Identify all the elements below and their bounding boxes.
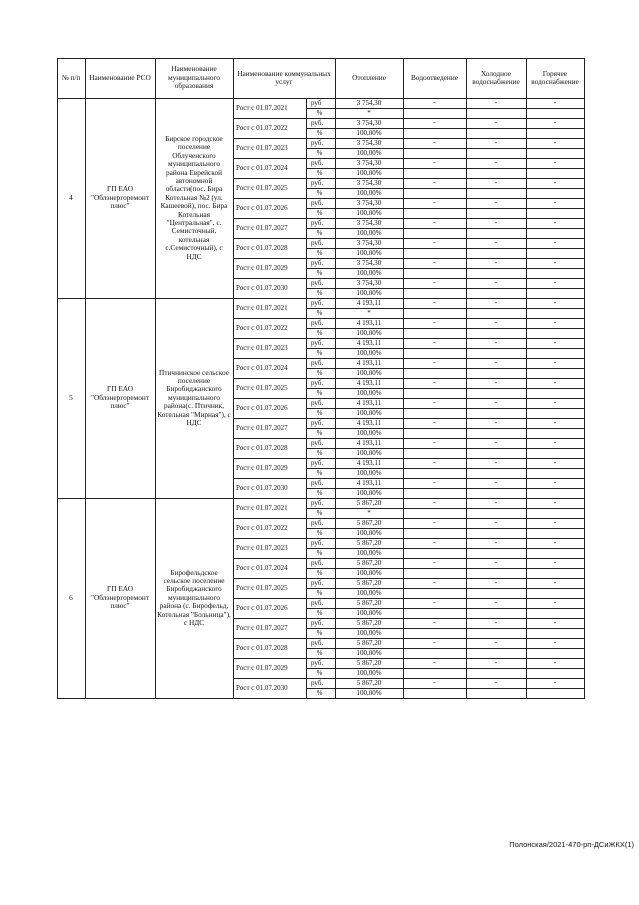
header-drainage: Водоотведение: [411, 72, 458, 82]
heating-tariff-rub: 3 754,30: [356, 238, 382, 247]
empty-value-dash: -: [494, 238, 498, 248]
header-heating: Отопление: [352, 72, 386, 82]
heating-tariff-rub: 4 193,11: [356, 478, 382, 487]
growth-period-label: Рост с 01.07.2026: [236, 403, 288, 412]
unit-percent: %: [316, 508, 323, 517]
empty-value-dash: -: [494, 338, 498, 348]
unit-percent: %: [316, 388, 323, 397]
empty-value-dash: -: [433, 358, 436, 368]
empty-value-dash: -: [553, 618, 557, 628]
empty-value-dash: -: [553, 398, 557, 408]
header-no: № п/п: [61, 72, 81, 82]
empty-value-dash: -: [553, 358, 557, 368]
empty-value-dash: -: [553, 238, 557, 248]
unit-rub: руб.: [311, 418, 324, 427]
unit-percent: %: [316, 248, 323, 257]
empty-value-dash: -: [553, 138, 557, 148]
empty-value-dash: -: [494, 318, 498, 328]
empty-value-dash: -: [494, 398, 498, 408]
empty-value-dash: -: [553, 118, 557, 128]
growth-period-label: Рост с 01.07.2026: [236, 603, 288, 612]
empty-value-dash: -: [433, 578, 436, 588]
empty-value-dash: -: [433, 218, 436, 228]
unit-percent: %: [316, 188, 323, 197]
empty-value-dash: -: [494, 678, 498, 688]
heating-tariff-rub: 4 193,11: [356, 418, 382, 427]
heating-tariff-percent: 100,00%: [356, 608, 382, 617]
empty-value-dash: -: [494, 478, 498, 488]
growth-period-label: Рост с 01.07.2023: [236, 343, 288, 352]
empty-value-dash: -: [433, 598, 436, 608]
heating-tariff-rub: 3 754,30: [356, 258, 382, 267]
heating-tariff-rub: 5 867,20: [356, 678, 382, 687]
empty-value-dash: -: [553, 678, 557, 688]
heating-tariff-percent: 100,00%: [356, 268, 382, 277]
empty-value-dash: -: [433, 618, 436, 628]
empty-value-dash: -: [494, 358, 498, 368]
growth-period-label: Рост с 01.07.2021: [236, 303, 288, 312]
unit-percent: %: [316, 168, 323, 177]
empty-value-dash: -: [433, 538, 436, 548]
empty-value-dash: -: [553, 638, 557, 648]
empty-value-dash: -: [433, 518, 436, 528]
heating-tariff-rub: 5 867,20: [356, 638, 382, 647]
heating-tariff-percent: 100,00%: [356, 328, 382, 337]
empty-value-dash: -: [433, 98, 436, 108]
empty-value-dash: -: [433, 338, 436, 348]
empty-value-dash: -: [553, 478, 557, 488]
heating-tariff-percent: 100,00%: [356, 448, 382, 457]
empty-value-dash: -: [494, 658, 498, 668]
heating-tariff-rub: 3 754,30: [356, 158, 382, 167]
empty-value-dash: -: [553, 658, 557, 668]
growth-period-label: Рост с 01.07.2025: [236, 383, 288, 392]
empty-value-dash: -: [433, 678, 436, 688]
empty-value-dash: -: [553, 458, 557, 468]
empty-value-dash: -: [433, 198, 436, 208]
empty-value-dash: -: [553, 438, 557, 448]
unit-rub: руб.: [311, 318, 324, 327]
heating-tariff-percent: 100,00%: [356, 468, 382, 477]
document-reference: Полонская/2021-470-рп-ДСиЖКХ(1): [509, 840, 634, 849]
growth-period-label: Рост с 01.07.2025: [236, 583, 288, 592]
row-number: 6: [69, 592, 73, 602]
unit-rub: руб.: [311, 438, 324, 447]
unit-rub: руб.: [311, 138, 324, 147]
heating-tariff-percent: 100,00%: [356, 528, 382, 537]
growth-period-label: Рост с 01.07.2027: [236, 623, 288, 632]
unit-percent: %: [316, 528, 323, 537]
empty-value-dash: -: [494, 498, 498, 508]
growth-period-label: Рост с 01.07.2027: [236, 423, 288, 432]
heating-tariff-rub: 3 754,30: [356, 138, 382, 147]
empty-value-dash: -: [433, 418, 436, 428]
empty-value-dash: -: [494, 178, 498, 188]
unit-rub: руб.: [311, 478, 324, 487]
unit-rub: руб.: [311, 298, 324, 307]
growth-period-label: Рост с 01.07.2023: [236, 143, 288, 152]
heating-tariff-percent: 100,00%: [356, 648, 382, 657]
unit-rub: руб.: [311, 338, 324, 347]
heating-tariff-percent: 100,00%: [356, 368, 382, 377]
heating-tariff-percent: 100,00%: [356, 288, 382, 297]
empty-value-dash: -: [553, 298, 557, 308]
empty-value-dash: -: [553, 518, 557, 528]
heating-tariff-rub: 3 754,30: [356, 218, 382, 227]
heating-tariff-rub: 5 867,20: [356, 658, 382, 667]
growth-period-label: Рост с 01.07.2030: [236, 683, 288, 692]
heating-tariff-percent: 100,00%: [356, 348, 382, 357]
unit-percent: %: [316, 328, 323, 337]
growth-period-label: Рост с 01.07.2026: [236, 203, 288, 212]
growth-period-label: Рост с 01.07.2021: [236, 503, 288, 512]
empty-value-dash: -: [553, 198, 557, 208]
unit-percent: %: [316, 668, 323, 677]
growth-period-label: Рост с 01.07.2029: [236, 463, 288, 472]
unit-percent: %: [316, 548, 323, 557]
unit-percent: %: [316, 568, 323, 577]
growth-period-label: Рост с 01.07.2030: [236, 283, 288, 292]
empty-value-dash: -: [494, 158, 498, 168]
empty-value-dash: -: [494, 458, 498, 468]
growth-period-label: Рост с 01.07.2024: [236, 163, 288, 172]
empty-value-dash: -: [433, 438, 436, 448]
unit-percent: %: [316, 108, 323, 117]
unit-rub: руб.: [311, 278, 324, 287]
heating-tariff-rub: 5 867,20: [356, 598, 382, 607]
growth-period-label: Рост с 01.07.2028: [236, 443, 288, 452]
empty-value-dash: -: [494, 278, 498, 288]
unit-percent: %: [316, 688, 323, 697]
municipality-name: Птичнинское сельское поселение Биробиджанского муниципального района(с. Птичник, Котельная "Мирная"), с НДС: [157, 367, 231, 427]
growth-period-label: Рост с 01.07.2027: [236, 223, 288, 232]
rso-name: ГП ЕАО "Облэнергоремонт плюс": [90, 384, 150, 411]
heating-tariff-percent: *: [367, 308, 371, 317]
heating-tariff-rub: 4 193,11: [356, 298, 382, 307]
heating-tariff-rub: 4 193,11: [356, 438, 382, 447]
municipality-name: Бирофельдское сельское поселение Биробиджанского муниципального района (с. Бирофельд, Котельная "Больница"), с НДС: [157, 567, 231, 627]
unit-rub: руб.: [311, 678, 324, 687]
unit-percent: %: [316, 648, 323, 657]
heating-tariff-percent: 100,00%: [356, 128, 382, 137]
unit-percent: %: [316, 488, 323, 497]
empty-value-dash: -: [433, 158, 436, 168]
empty-value-dash: -: [494, 218, 498, 228]
unit-percent: %: [316, 588, 323, 597]
empty-value-dash: -: [433, 658, 436, 668]
heating-tariff-percent: 100,00%: [356, 688, 382, 697]
empty-value-dash: -: [433, 398, 436, 408]
empty-value-dash: -: [433, 238, 436, 248]
empty-value-dash: -: [433, 638, 436, 648]
rso-name: ГП ЕАО "Облэнергоремонт плюс": [90, 584, 150, 611]
unit-percent: %: [316, 288, 323, 297]
rso-name: ГП ЕАО "Облэнергоремонт плюс": [90, 184, 150, 211]
unit-percent: %: [316, 468, 323, 477]
growth-period-label: Рост с 01.07.2025: [236, 183, 288, 192]
empty-value-dash: -: [494, 138, 498, 148]
empty-value-dash: -: [553, 158, 557, 168]
growth-period-label: Рост с 01.07.2022: [236, 123, 288, 132]
grid-line: [57, 58, 585, 59]
growth-period-label: Рост с 01.07.2028: [236, 643, 288, 652]
heating-tariff-percent: 100,00%: [356, 628, 382, 637]
empty-value-dash: -: [494, 298, 498, 308]
header-service: Наименование коммунальных услуг: [237, 68, 331, 86]
empty-value-dash: -: [553, 418, 557, 428]
heating-tariff-rub: 4 193,11: [356, 358, 382, 367]
unit-percent: %: [316, 368, 323, 377]
unit-rub: руб.: [311, 178, 324, 187]
heating-tariff-percent: 100,00%: [356, 568, 382, 577]
empty-value-dash: -: [553, 218, 557, 228]
heating-tariff-percent: 100,00%: [356, 388, 382, 397]
heating-tariff-percent: 100,00%: [356, 148, 382, 157]
growth-period-label: Рост с 01.07.2024: [236, 563, 288, 572]
unit-rub: руб.: [311, 118, 324, 127]
heating-tariff-percent: 100,00%: [356, 188, 382, 197]
growth-period-label: Рост с 01.07.2029: [236, 263, 288, 272]
unit-rub: руб.: [311, 238, 324, 247]
empty-value-dash: -: [433, 178, 436, 188]
empty-value-dash: -: [553, 338, 557, 348]
empty-value-dash: -: [433, 278, 436, 288]
empty-value-dash: -: [433, 378, 436, 388]
unit-rub: руб.: [311, 558, 324, 567]
unit-percent: %: [316, 608, 323, 617]
header-cold-water: Холодное водоснабжение: [472, 68, 520, 86]
growth-period-label: Рост с 01.07.2028: [236, 243, 288, 252]
empty-value-dash: -: [433, 558, 436, 568]
unit-rub: руб.: [311, 498, 324, 507]
header-hot-water: Горячее водоснабжение: [531, 68, 579, 86]
unit-percent: %: [316, 448, 323, 457]
heating-tariff-rub: 5 867,20: [356, 558, 382, 567]
unit-rub: руб.: [311, 258, 324, 267]
growth-period-label: Рост с 01.07.2021: [236, 103, 288, 112]
empty-value-dash: -: [433, 458, 436, 468]
unit-percent: %: [316, 628, 323, 637]
heating-tariff-percent: 100,00%: [356, 228, 382, 237]
heating-tariff-rub: 5 867,20: [356, 498, 382, 507]
unit-percent: %: [316, 208, 323, 217]
growth-period-label: Рост с 01.07.2022: [236, 323, 288, 332]
heating-tariff-rub: 4 193,11: [356, 378, 382, 387]
unit-rub: руб.: [311, 218, 324, 227]
unit-percent: %: [316, 148, 323, 157]
row-number: 5: [69, 392, 73, 402]
unit-rub: руб: [311, 98, 322, 107]
unit-rub: руб.: [311, 358, 324, 367]
grid-line: [57, 698, 585, 699]
heating-tariff-rub: 5 867,20: [356, 518, 382, 527]
heating-tariff-percent: 100,00%: [356, 548, 382, 557]
row-number: 4: [69, 192, 73, 202]
empty-value-dash: -: [433, 478, 436, 488]
growth-period-label: Рост с 01.07.2023: [236, 543, 288, 552]
empty-value-dash: -: [553, 178, 557, 188]
empty-value-dash: -: [433, 258, 436, 268]
unit-rub: руб.: [311, 638, 324, 647]
unit-percent: %: [316, 428, 323, 437]
empty-value-dash: -: [553, 318, 557, 328]
heating-tariff-rub: 3 754,30: [356, 178, 382, 187]
unit-rub: руб.: [311, 398, 324, 407]
unit-rub: руб.: [311, 538, 324, 547]
unit-rub: руб.: [311, 658, 324, 667]
unit-rub: руб.: [311, 618, 324, 627]
heating-tariff-percent: *: [367, 508, 371, 517]
unit-rub: руб.: [311, 578, 324, 587]
heating-tariff-rub: 3 754,30: [356, 278, 382, 287]
heating-tariff-rub: 3 754,30: [356, 98, 382, 107]
heating-tariff-rub: 5 867,20: [356, 538, 382, 547]
unit-percent: %: [316, 228, 323, 237]
empty-value-dash: -: [553, 498, 557, 508]
empty-value-dash: -: [494, 558, 498, 568]
heating-tariff-percent: 100,00%: [356, 248, 382, 257]
empty-value-dash: -: [494, 258, 498, 268]
empty-value-dash: -: [494, 638, 498, 648]
empty-value-dash: -: [553, 598, 557, 608]
empty-value-dash: -: [494, 438, 498, 448]
empty-value-dash: -: [553, 98, 557, 108]
heating-tariff-percent: 100,00%: [356, 408, 382, 417]
empty-value-dash: -: [494, 198, 498, 208]
empty-value-dash: -: [494, 578, 498, 588]
growth-period-label: Рост с 01.07.2030: [236, 483, 288, 492]
heating-tariff-rub: 3 754,30: [356, 198, 382, 207]
heating-tariff-rub: 4 193,11: [356, 338, 382, 347]
heating-tariff-rub: 3 754,30: [356, 118, 382, 127]
heating-tariff-rub: 4 193,11: [356, 458, 382, 467]
empty-value-dash: -: [494, 118, 498, 128]
heating-tariff-percent: 100,00%: [356, 588, 382, 597]
unit-rub: руб.: [311, 198, 324, 207]
heating-tariff-percent: 100,00%: [356, 428, 382, 437]
empty-value-dash: -: [494, 518, 498, 528]
header-municipality: Наименование муниципального образования: [167, 64, 221, 91]
unit-rub: руб.: [311, 158, 324, 167]
unit-percent: %: [316, 128, 323, 137]
heating-tariff-percent: 100,00%: [356, 168, 382, 177]
empty-value-dash: -: [553, 278, 557, 288]
heating-tariff-rub: 4 193,11: [356, 318, 382, 327]
municipality-name: Бирское городское поселение Облученского муниципального района Еврейской автономной области(пос. Бира Котельная №2 (ул. Кашеевой), пос. Бира Котельная "Центральная", с. Семисточный, котельная с.Семисточный), с НДС: [160, 134, 228, 261]
heating-tariff-rub: 5 867,20: [356, 578, 382, 587]
heating-tariff-percent: 100,00%: [356, 208, 382, 217]
empty-value-dash: -: [494, 418, 498, 428]
unit-percent: %: [316, 348, 323, 357]
empty-value-dash: -: [433, 318, 436, 328]
growth-period-label: Рост с 01.07.2022: [236, 523, 288, 532]
empty-value-dash: -: [494, 98, 498, 108]
empty-value-dash: -: [553, 538, 557, 548]
growth-period-label: Рост с 01.07.2029: [236, 663, 288, 672]
growth-period-label: Рост с 01.07.2024: [236, 363, 288, 372]
unit-percent: %: [316, 268, 323, 277]
empty-value-dash: -: [494, 598, 498, 608]
unit-rub: руб.: [311, 458, 324, 467]
empty-value-dash: -: [553, 578, 557, 588]
header-rso: Наименование РСО: [89, 72, 151, 82]
heating-tariff-percent: 100,00%: [356, 668, 382, 677]
heating-tariff-rub: 4 193,11: [356, 398, 382, 407]
heating-tariff-percent: *: [367, 108, 371, 117]
unit-rub: руб.: [311, 518, 324, 527]
unit-percent: %: [316, 408, 323, 417]
empty-value-dash: -: [433, 118, 436, 128]
unit-percent: %: [316, 308, 323, 317]
empty-value-dash: -: [433, 298, 436, 308]
heating-tariff-rub: 5 867,20: [356, 618, 382, 627]
empty-value-dash: -: [494, 538, 498, 548]
unit-rub: руб.: [311, 378, 324, 387]
empty-value-dash: -: [553, 258, 557, 268]
empty-value-dash: -: [494, 378, 498, 388]
empty-value-dash: -: [433, 498, 436, 508]
empty-value-dash: -: [553, 378, 557, 388]
empty-value-dash: -: [494, 618, 498, 628]
unit-rub: руб.: [311, 598, 324, 607]
heating-tariff-percent: 100,00%: [356, 488, 382, 497]
empty-value-dash: -: [553, 558, 557, 568]
empty-value-dash: -: [433, 138, 436, 148]
